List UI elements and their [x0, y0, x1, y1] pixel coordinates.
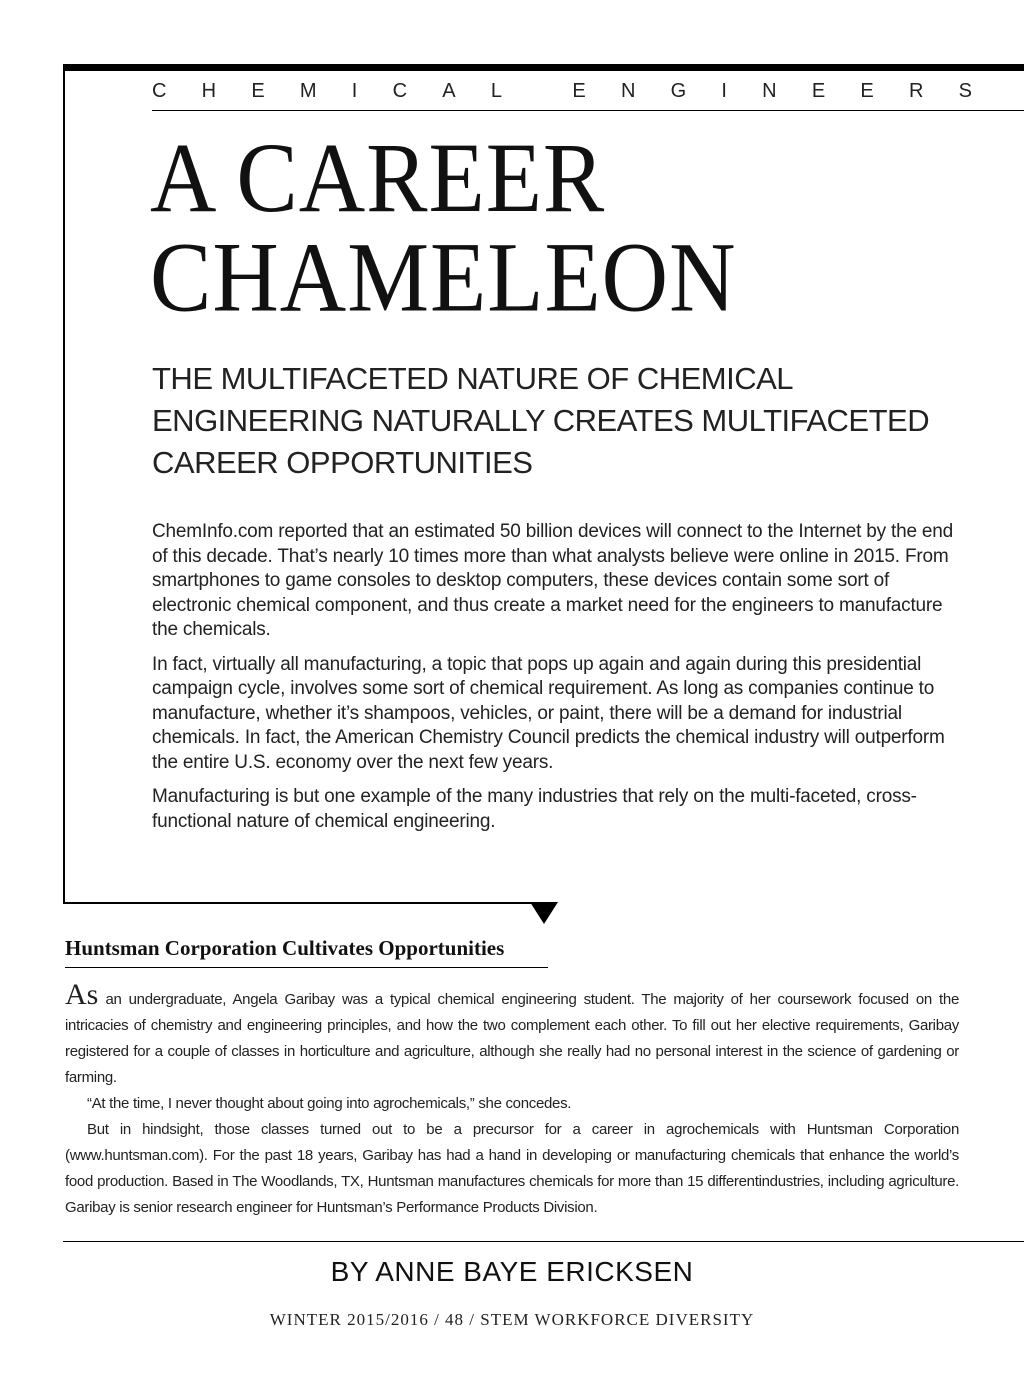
title-line-1: A CAREER	[150, 122, 606, 233]
page-footer: WINTER 2015/2016 / 48 / STEM WORKFORCE DIVERSITY	[269, 1310, 755, 1329]
kicker-letter: C	[152, 80, 167, 102]
article-paragraph	[65, 978, 959, 1091]
kicker-letter: M	[299, 80, 317, 102]
kicker-letter: E	[572, 80, 586, 102]
paragraph-text: an undergraduate, Angela Garibay was a typical chemical engineering student. The majority of her coursework focused on the intricacies of chemistry and engineering principles, and how the two complement each other. To fill out her elective requirements, Garibay registered for a couple of classes in horticulture and agriculture, although she really had no personal interest in the science of gardening or farming.	[65, 991, 959, 1086]
article-paragraph: “At the time, I never thought about going into agrochemicals,” she concedes.	[87, 1095, 572, 1112]
down-arrow-icon	[530, 902, 558, 924]
byline: BY ANNE BAYE ERICKSEN	[330, 1256, 694, 1287]
kicker-letter: E	[811, 80, 826, 102]
intro-text	[152, 520, 962, 844]
kicker-letter: A	[442, 80, 456, 102]
section-heading-rule	[65, 967, 548, 968]
kicker-letter: N	[620, 80, 636, 102]
kicker-letter: N	[762, 80, 777, 102]
top-rule	[63, 64, 1024, 71]
kicker-letter: C	[392, 80, 408, 102]
intro-paragraph: In fact, virtually all manufacturing, a topic that pops up again and again during this presidential campaign cycle, involves some sort of chemical requirement. As long as companies continue to manufacture, whether it’s shampoos, vehicles, or paint, there will be a demand for industrial chemicals. In fact, the American Chemistry Council predicts the chemical industry will outperform the entire U.S. economy over the next few years.	[152, 653, 945, 773]
title-line-2: CHAMELEON	[150, 221, 737, 333]
frame-bottom-rule	[63, 902, 544, 904]
kicker-letter: E	[860, 80, 874, 102]
article-paragraph: But in hindsight, those classes turned out to be a precursor for a career in agrochemicals with Huntsman Corporation (www.huntsman.com). For the past 18 years, Garibay has had a hand in developing or manufacturing chemicals that enhance the world’s food production. Based in The Woodlands, TX, Huntsman manufactures chemicals for more than 15 differentindustries, including agriculture. Garibay is senior research engineer for Huntsman’s Performance Products Division.	[65, 1121, 959, 1216]
section-kicker	[152, 80, 972, 103]
kicker-letter: I	[721, 80, 727, 102]
kicker-letter: L	[490, 80, 502, 102]
article-subtitle: THE MULTIFACETED NATURE OF CHEMICAL ENGINEERING NATURALLY CREATES MULTIFACETED CAREER OPPORTUNITIES	[152, 361, 930, 480]
kicker-letter: S	[958, 80, 972, 102]
frame-left-rule	[63, 64, 65, 904]
kicker-letter: R	[908, 80, 924, 102]
section-heading: Huntsman Corporation Cultivates Opportunities	[65, 936, 505, 960]
kicker-letter: H	[201, 80, 217, 102]
kicker-letter: G	[670, 80, 687, 102]
kicker-letter: E	[251, 80, 265, 102]
intro-paragraph: Manufacturing is but one example of the many industries that rely on the multi-faceted, cross-functional nature of chemical engineering.	[152, 786, 917, 832]
kicker-letter: I	[351, 80, 358, 102]
intro-paragraph: ChemInfo.com reported that an estimated 50 billion devices will connect to the Internet by the end of this decade. That’s nearly 10 times more than what analysts believe were online in 2015. From smartphones to game consoles to desktop computers, these devices contain some sort of electronic chemical component, and thus create a market need for the engineers to manufacture the chemicals.	[152, 521, 954, 640]
kicker-rule	[152, 110, 1024, 111]
article-title	[150, 122, 1010, 333]
drop-cap: As	[65, 978, 99, 1011]
article-body	[65, 978, 959, 1221]
bottom-rule	[63, 1241, 1024, 1242]
